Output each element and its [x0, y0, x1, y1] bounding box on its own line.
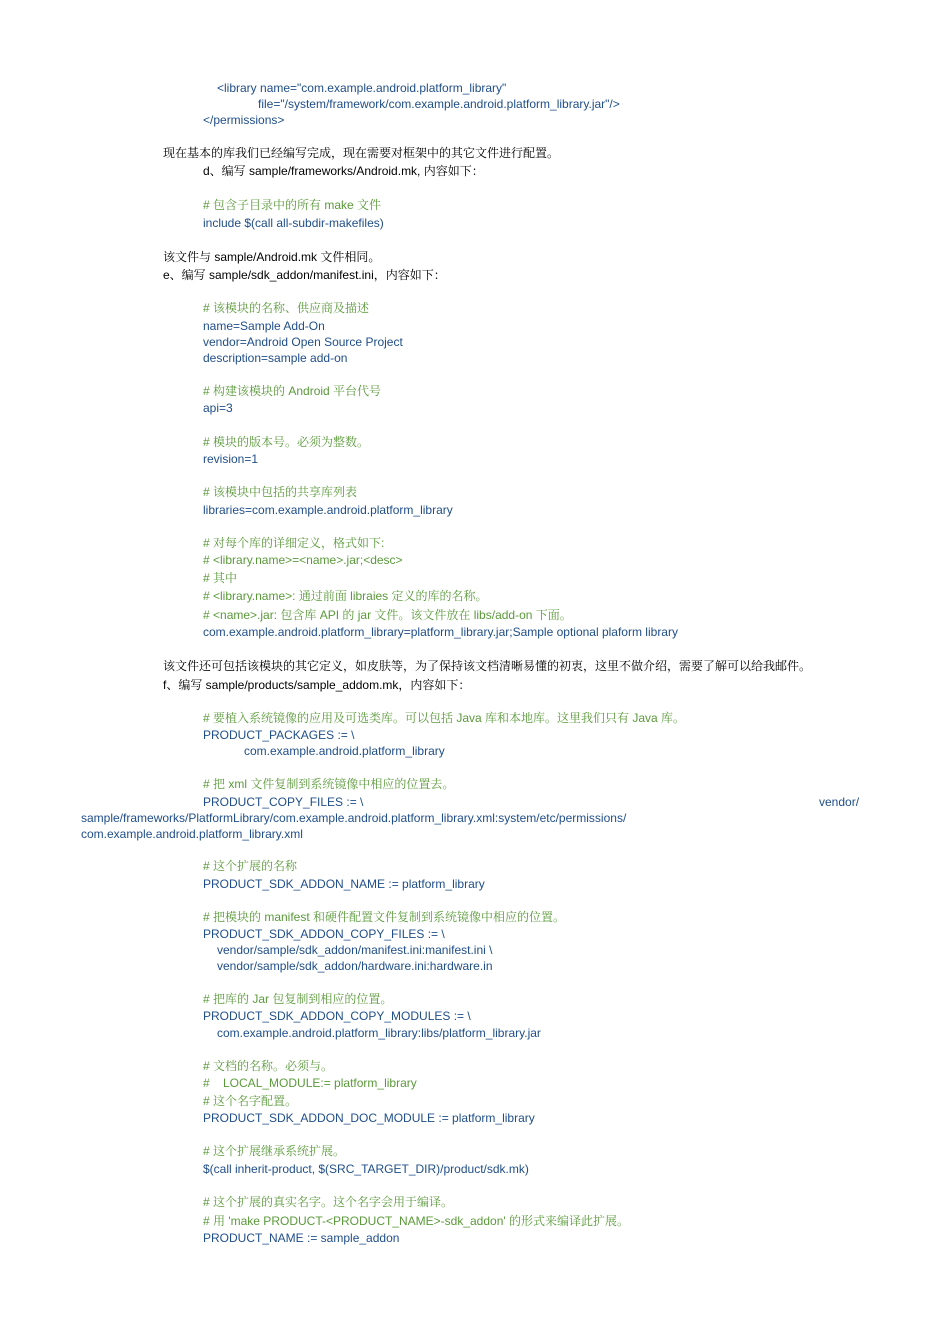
code-line: </permissions>: [203, 113, 285, 127]
code-line: api=3: [203, 401, 233, 415]
code-line: file="/system/framework/com.example.android.platform_library.jar"/>: [258, 97, 620, 111]
code-line: PRODUCT_SDK_ADDON_DOC_MODULE := platform_library: [203, 1111, 535, 1125]
step-heading-e: e、编写 sample/sdk_addon/manifest.ini，内容如下：: [163, 268, 446, 282]
comment-line: # 这个扩展的真实名字。这个名字会用于编译。: [203, 1195, 454, 1209]
comment-line: # 模块的版本号。必须为整数。: [203, 435, 370, 449]
comment-line: # 用 'make PRODUCT-<PRODUCT_NAME>-sdk_addon' 的形式来编译此扩展。: [203, 1214, 630, 1228]
code-line: <library name="com.example.android.platform_library": [217, 81, 507, 95]
paragraph-text: 现在基本的库我们已经编写完成，现在需要对框架中的其它文件进行配置。: [163, 146, 560, 160]
comment-line: # 这个扩展继承系统扩展。: [203, 1144, 346, 1158]
step-heading-d: d、编写 sample/frameworks/Android.mk, 内容如下：: [203, 164, 484, 178]
comment-line: # 把 xml 文件复制到系统镜像中相应的位置去。: [203, 777, 455, 791]
code-line: com.example.android.platform_library: [244, 744, 445, 758]
comment-line: # 把库的 Jar 包复制到相应的位置。: [203, 992, 393, 1006]
code-line: PRODUCT_SDK_ADDON_COPY_MODULES := \: [203, 1009, 471, 1023]
code-line: PRODUCT_SDK_ADDON_NAME := platform_library: [203, 877, 485, 891]
code-line: libraries=com.example.android.platform_library: [203, 503, 453, 517]
comment-line: # 其中: [203, 571, 238, 585]
code-line: description=sample add-on: [203, 351, 348, 365]
code-line: vendor/sample/sdk_addon/hardware.ini:hardware.in: [217, 959, 493, 973]
code-line: com.example.android.platform_library=platform_library.jar;Sample optional plaform library: [203, 625, 678, 639]
comment-line: # 对每个库的详细定义，格式如下:: [203, 536, 385, 550]
code-line: vendor=Android Open Source Project: [203, 335, 403, 349]
code-line: PRODUCT_SDK_ADDON_COPY_FILES := \: [203, 927, 445, 941]
code-line: PRODUCT_PACKAGES := \: [203, 728, 355, 742]
comment-line: # <library.name>=<name>.jar;<desc>: [203, 553, 403, 567]
code-line: vendor/sample/sdk_addon/manifest.ini:manifest.ini \: [217, 943, 493, 957]
paragraph-text: 该文件还可包括该模块的其它定义，如皮肤等，为了保持该文档清晰易懂的初衷，这里不做介绍，需要了解可以给我邮件。: [163, 659, 812, 673]
comment-line: # 该模块中包括的共享库列表: [203, 485, 358, 499]
comment-line: # 构建该模块的 Android 平台代号: [203, 384, 382, 398]
comment-line: # 这个名字配置。: [203, 1094, 298, 1108]
code-line: sample/frameworks/PlatformLibrary/com.example.android.platform_library.xml:system/etc/permissions/: [81, 811, 627, 825]
step-heading-f: f、编写 sample/products/sample_addom.mk，内容如下：: [163, 678, 471, 692]
comment-line: # <name>.jar: 包含库 API 的 jar 文件。该文件放在 libs/add-on 下面。: [203, 608, 572, 622]
comment-line: # 把模块的 manifest 和硬件配置文件复制到系统镜像中相应的位置。: [203, 910, 566, 924]
code-line: com.example.android.platform_library:libs/platform_library.jar: [217, 1026, 541, 1040]
comment-line: # 要植入系统镜像的应用及可选类库。可以包括 Java 库和本地库。这里我们只有 Java 库。: [203, 711, 686, 725]
comment-line: # 包含子目录中的所有 make 文件: [203, 198, 382, 212]
comment-line: # 该模块的名称、供应商及描述: [203, 301, 370, 315]
comment-line: # 文档的名称。必须与。: [203, 1059, 334, 1073]
code-line: revision=1: [203, 452, 259, 466]
comment-line: # 这个扩展的名称: [203, 859, 298, 873]
code-line: name=Sample Add-On: [203, 319, 325, 333]
code-line: $(call inherit-product, $(SRC_TARGET_DIR)/product/sdk.mk): [203, 1162, 529, 1176]
code-line: com.example.android.platform_library.xml: [81, 827, 303, 841]
code-line: vendor/: [819, 795, 860, 809]
paragraph-text: 该文件与 sample/Android.mk 文件相同。: [163, 250, 381, 264]
comment-line: # LOCAL_MODULE:= platform_library: [203, 1076, 417, 1090]
code-line: PRODUCT_NAME := sample_addon: [203, 1231, 400, 1245]
comment-line: # <library.name>: 通过前面 libraies 定义的库的名称。: [203, 589, 488, 603]
code-line: PRODUCT_COPY_FILES := \: [203, 795, 364, 809]
code-line: include $(call all-subdir-makefiles): [203, 216, 384, 230]
